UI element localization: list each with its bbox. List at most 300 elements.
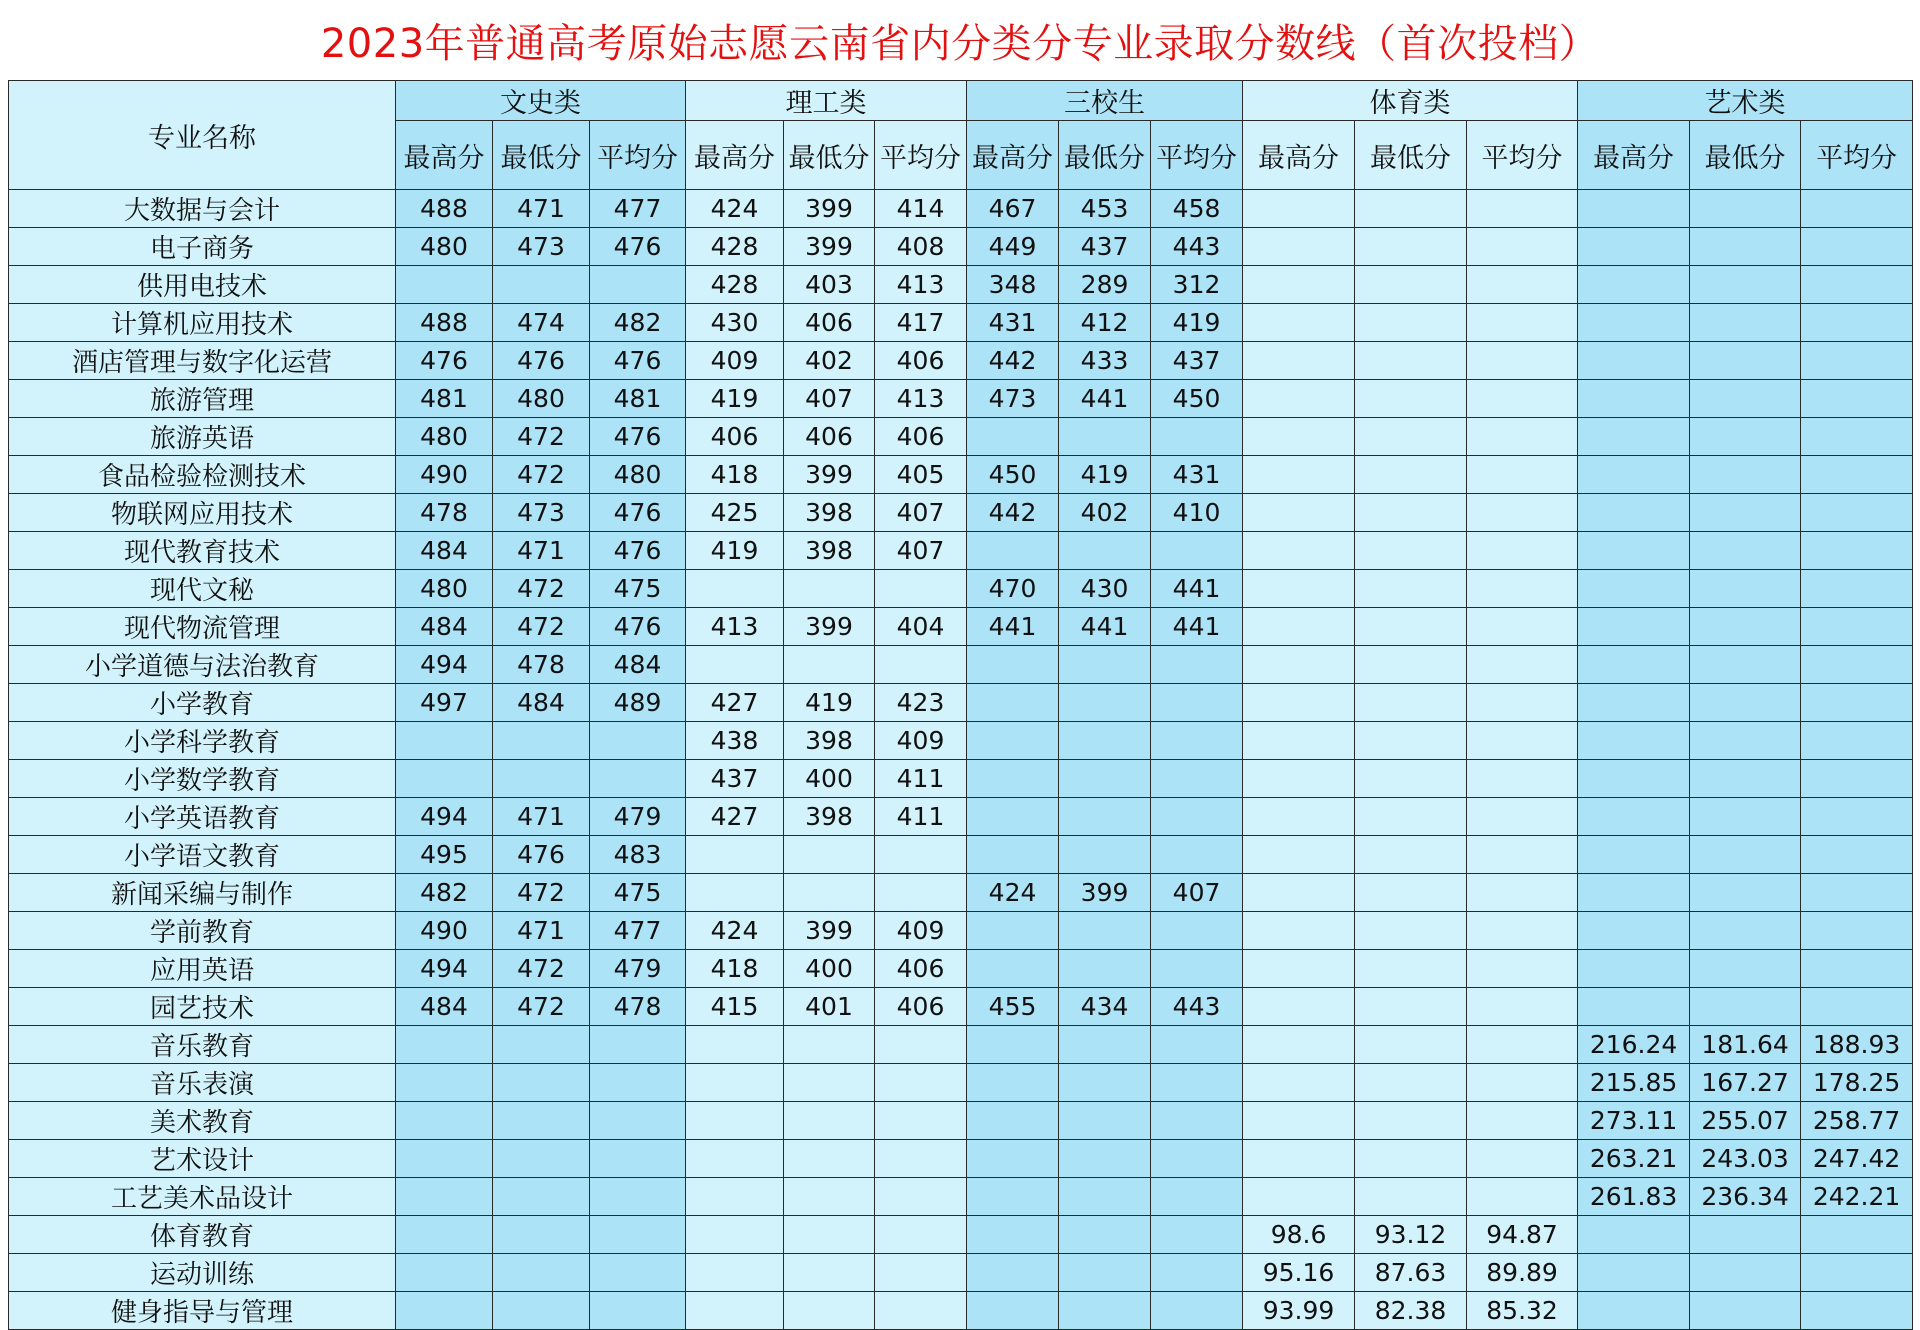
score-cell: 348 <box>967 266 1059 304</box>
score-cell <box>1243 532 1355 570</box>
score-cell: 441 <box>1151 570 1243 608</box>
score-cell: 400 <box>784 760 875 798</box>
score-cell <box>1801 1254 1913 1292</box>
score-cell <box>784 1026 875 1064</box>
table-row <box>9 646 1913 684</box>
score-cell: 488 <box>396 304 493 342</box>
score-cell: 406 <box>875 950 967 988</box>
score-cell <box>967 418 1059 456</box>
score-cell <box>1467 988 1578 1026</box>
major-name-cell: 小学教育 <box>9 684 396 722</box>
score-cell <box>1151 1140 1243 1178</box>
score-cell <box>686 1064 784 1102</box>
score-cell: 412 <box>1059 304 1151 342</box>
score-cell <box>396 1254 493 1292</box>
score-cell <box>784 1178 875 1216</box>
major-name-cell: 小学科学教育 <box>9 722 396 760</box>
group-header-ligong: 理工类 <box>686 81 967 121</box>
group-header-row <box>9 81 1913 121</box>
score-cell <box>1355 874 1467 912</box>
score-cell: 407 <box>875 494 967 532</box>
score-cell <box>1059 912 1151 950</box>
major-name-cell: 大数据与会计 <box>9 190 396 228</box>
score-cell <box>784 1216 875 1254</box>
score-cell: 484 <box>396 988 493 1026</box>
score-cell: 409 <box>686 342 784 380</box>
score-cell: 188.93 <box>1801 1026 1913 1064</box>
major-name-cell: 小学道德与法治教育 <box>9 646 396 684</box>
score-cell <box>1690 798 1801 836</box>
score-cell: 407 <box>875 532 967 570</box>
score-cell: 443 <box>1151 988 1243 1026</box>
major-name-cell: 小学语文教育 <box>9 836 396 874</box>
score-cell <box>1578 722 1690 760</box>
score-cell: 419 <box>1151 304 1243 342</box>
score-cell: 409 <box>875 912 967 950</box>
score-cell <box>875 1064 967 1102</box>
score-cell <box>1690 608 1801 646</box>
major-name-cell: 学前教育 <box>9 912 396 950</box>
score-cell <box>784 646 875 684</box>
score-cell <box>1151 1026 1243 1064</box>
score-cell <box>396 1140 493 1178</box>
score-cell: 401 <box>784 988 875 1026</box>
table-row <box>9 1292 1913 1330</box>
score-cell: 407 <box>784 380 875 418</box>
score-cell: 442 <box>967 342 1059 380</box>
score-cell <box>1355 1064 1467 1102</box>
score-cell: 398 <box>784 722 875 760</box>
score-cell <box>686 836 784 874</box>
score-cell <box>1690 1216 1801 1254</box>
score-cell <box>493 1178 590 1216</box>
score-cell <box>686 1102 784 1140</box>
score-cell <box>1690 228 1801 266</box>
score-cell: 93.12 <box>1355 1216 1467 1254</box>
score-cell <box>967 646 1059 684</box>
score-cell <box>1243 570 1355 608</box>
avg-score-header: 平均分 <box>590 121 686 190</box>
score-cell <box>967 1254 1059 1292</box>
score-cell <box>1151 1064 1243 1102</box>
score-cell: 399 <box>1059 874 1151 912</box>
score-cell: 417 <box>875 304 967 342</box>
score-cell <box>1243 988 1355 1026</box>
score-cell <box>967 950 1059 988</box>
major-name-cell: 应用英语 <box>9 950 396 988</box>
score-cell <box>784 874 875 912</box>
score-cell: 470 <box>967 570 1059 608</box>
min-score-header: 最低分 <box>1059 121 1151 190</box>
score-cell <box>1467 1102 1578 1140</box>
score-cell: 450 <box>967 456 1059 494</box>
group-header-wenshi: 文史类 <box>396 81 686 121</box>
score-cell <box>875 1254 967 1292</box>
max-score-header: 最高分 <box>396 121 493 190</box>
score-cell <box>1243 1178 1355 1216</box>
avg-score-header: 平均分 <box>1151 121 1243 190</box>
group-header-yishu: 艺术类 <box>1578 81 1913 121</box>
score-cell <box>1690 380 1801 418</box>
score-cell: 430 <box>1059 570 1151 608</box>
score-cell <box>1355 950 1467 988</box>
score-cell <box>396 1216 493 1254</box>
score-cell: 476 <box>590 228 686 266</box>
score-cell <box>784 836 875 874</box>
score-cell <box>1059 760 1151 798</box>
score-cell: 480 <box>396 570 493 608</box>
score-cell <box>1355 532 1467 570</box>
score-cell <box>1151 684 1243 722</box>
score-cell <box>1801 646 1913 684</box>
major-name-cell: 运动训练 <box>9 1254 396 1292</box>
score-cell: 471 <box>493 912 590 950</box>
score-cell: 494 <box>396 646 493 684</box>
score-cell <box>784 1140 875 1178</box>
score-cell <box>967 722 1059 760</box>
score-cell <box>1467 190 1578 228</box>
score-cell: 473 <box>967 380 1059 418</box>
score-cell: 408 <box>875 228 967 266</box>
score-cell <box>1467 456 1578 494</box>
score-cell <box>1151 798 1243 836</box>
score-cell <box>1151 1178 1243 1216</box>
score-cell: 419 <box>686 380 784 418</box>
table-row <box>9 912 1913 950</box>
table-row <box>9 456 1913 494</box>
score-cell: 399 <box>784 608 875 646</box>
score-cell <box>590 722 686 760</box>
score-cell: 425 <box>686 494 784 532</box>
major-name-cell: 健身指导与管理 <box>9 1292 396 1330</box>
score-cell <box>1059 1140 1151 1178</box>
score-cell <box>1578 988 1690 1026</box>
score-cell <box>1467 1178 1578 1216</box>
score-cell <box>590 1064 686 1102</box>
score-cell: 441 <box>1151 608 1243 646</box>
table-row <box>9 950 1913 988</box>
score-cell <box>967 532 1059 570</box>
score-cell <box>1355 722 1467 760</box>
score-cell <box>1467 684 1578 722</box>
score-cell: 441 <box>1059 608 1151 646</box>
score-cell: 473 <box>493 228 590 266</box>
score-cell: 95.16 <box>1243 1254 1355 1292</box>
score-cell <box>1467 342 1578 380</box>
table-row <box>9 1178 1913 1216</box>
score-cell <box>1801 494 1913 532</box>
score-cell <box>686 1292 784 1330</box>
score-cell: 472 <box>493 950 590 988</box>
score-cell: 247.42 <box>1801 1140 1913 1178</box>
score-cell: 427 <box>686 798 784 836</box>
score-cell <box>1355 418 1467 456</box>
score-cell <box>784 1292 875 1330</box>
score-cell <box>1801 418 1913 456</box>
score-cell: 476 <box>590 342 686 380</box>
score-cell <box>1690 1254 1801 1292</box>
score-cell <box>1801 874 1913 912</box>
score-cell: 399 <box>784 228 875 266</box>
score-cell <box>1467 380 1578 418</box>
score-cell <box>1151 950 1243 988</box>
min-score-header: 最低分 <box>1355 121 1467 190</box>
score-cell: 406 <box>784 418 875 456</box>
score-cell: 484 <box>493 684 590 722</box>
score-cell: 418 <box>686 456 784 494</box>
score-cell: 427 <box>686 684 784 722</box>
major-name-cell: 旅游英语 <box>9 418 396 456</box>
major-name-cell: 小学英语教育 <box>9 798 396 836</box>
score-cell <box>1151 722 1243 760</box>
score-cell: 475 <box>590 874 686 912</box>
score-cell <box>784 1064 875 1102</box>
score-cell <box>493 1216 590 1254</box>
score-cell <box>1801 266 1913 304</box>
score-cell <box>967 1178 1059 1216</box>
score-cell <box>967 684 1059 722</box>
score-cell <box>1801 722 1913 760</box>
major-name-cell: 艺术设计 <box>9 1140 396 1178</box>
score-cell <box>1243 266 1355 304</box>
score-cell <box>1690 456 1801 494</box>
table-row <box>9 1140 1913 1178</box>
max-score-header: 最高分 <box>967 121 1059 190</box>
major-name-header: 专业名称 <box>9 81 396 190</box>
score-cell <box>1151 836 1243 874</box>
score-cell: 480 <box>493 380 590 418</box>
score-cell <box>1243 418 1355 456</box>
score-cell <box>396 1178 493 1216</box>
score-cell: 236.34 <box>1690 1178 1801 1216</box>
score-cell: 481 <box>396 380 493 418</box>
score-cell <box>1467 494 1578 532</box>
score-cell <box>1243 1102 1355 1140</box>
score-cell: 85.32 <box>1467 1292 1578 1330</box>
min-score-header: 最低分 <box>1690 121 1801 190</box>
score-cell <box>1690 988 1801 1026</box>
score-cell: 478 <box>493 646 590 684</box>
score-cell: 89.89 <box>1467 1254 1578 1292</box>
score-cell <box>590 760 686 798</box>
score-cell: 413 <box>686 608 784 646</box>
score-cell <box>590 1292 686 1330</box>
score-cell <box>1690 836 1801 874</box>
table-row <box>9 342 1913 380</box>
score-cell <box>396 266 493 304</box>
score-cell: 476 <box>396 342 493 380</box>
score-cell: 402 <box>1059 494 1151 532</box>
score-cell: 402 <box>784 342 875 380</box>
score-cell <box>1243 912 1355 950</box>
major-name-cell: 现代教育技术 <box>9 532 396 570</box>
score-cell: 471 <box>493 798 590 836</box>
score-cell <box>1355 836 1467 874</box>
score-cell <box>1801 798 1913 836</box>
score-cell <box>1355 912 1467 950</box>
major-name-cell: 计算机应用技术 <box>9 304 396 342</box>
score-cell <box>1467 1026 1578 1064</box>
score-cell: 181.64 <box>1690 1026 1801 1064</box>
score-cell <box>1151 1292 1243 1330</box>
score-cell <box>1467 418 1578 456</box>
major-name-cell: 现代文秘 <box>9 570 396 608</box>
score-cell <box>1059 646 1151 684</box>
score-cell: 406 <box>784 304 875 342</box>
score-cell <box>1467 228 1578 266</box>
score-cell <box>1355 608 1467 646</box>
table-row <box>9 1064 1913 1102</box>
score-cell: 472 <box>493 988 590 1026</box>
score-cell <box>1467 1064 1578 1102</box>
score-cell: 478 <box>590 988 686 1026</box>
score-cell <box>1467 570 1578 608</box>
score-cell: 178.25 <box>1801 1064 1913 1102</box>
score-cell <box>1690 570 1801 608</box>
score-cell <box>1243 836 1355 874</box>
score-cell: 467 <box>967 190 1059 228</box>
table-row <box>9 418 1913 456</box>
score-cell: 243.03 <box>1690 1140 1801 1178</box>
score-cell <box>1243 874 1355 912</box>
score-cell: 419 <box>1059 456 1151 494</box>
score-cell: 495 <box>396 836 493 874</box>
score-cell: 431 <box>967 304 1059 342</box>
score-cell <box>1467 646 1578 684</box>
score-cell <box>1690 532 1801 570</box>
score-cell: 399 <box>784 190 875 228</box>
score-cell <box>1578 304 1690 342</box>
score-cell <box>1690 684 1801 722</box>
score-cell: 406 <box>875 418 967 456</box>
score-cell <box>1059 1254 1151 1292</box>
score-cell <box>1355 266 1467 304</box>
score-cell: 82.38 <box>1355 1292 1467 1330</box>
max-score-header: 最高分 <box>1578 121 1690 190</box>
score-cell <box>493 266 590 304</box>
score-cell <box>1243 380 1355 418</box>
score-cell: 406 <box>875 988 967 1026</box>
major-name-cell: 旅游管理 <box>9 380 396 418</box>
score-cell: 441 <box>1059 380 1151 418</box>
score-cell: 484 <box>396 532 493 570</box>
score-cell <box>396 1292 493 1330</box>
min-score-header: 最低分 <box>493 121 590 190</box>
score-cell: 404 <box>875 608 967 646</box>
score-cell <box>1243 456 1355 494</box>
score-cell <box>1243 228 1355 266</box>
table-row <box>9 874 1913 912</box>
score-cell <box>493 1292 590 1330</box>
score-cell <box>686 1216 784 1254</box>
score-cell: 488 <box>396 190 493 228</box>
table-row <box>9 836 1913 874</box>
score-cell <box>1690 950 1801 988</box>
score-cell <box>1243 494 1355 532</box>
score-cell <box>686 1026 784 1064</box>
score-cell: 479 <box>590 950 686 988</box>
score-cell <box>1578 1216 1690 1254</box>
score-cell <box>1801 760 1913 798</box>
score-cell: 406 <box>875 342 967 380</box>
score-cell <box>1578 456 1690 494</box>
score-cell <box>784 1254 875 1292</box>
score-cell: 419 <box>784 684 875 722</box>
score-cell <box>396 1102 493 1140</box>
score-cell: 479 <box>590 798 686 836</box>
score-cell <box>967 836 1059 874</box>
score-cell <box>1355 988 1467 1026</box>
score-cell <box>875 874 967 912</box>
score-cell <box>875 646 967 684</box>
score-cell: 490 <box>396 456 493 494</box>
score-cell <box>1801 950 1913 988</box>
score-cell: 255.07 <box>1690 1102 1801 1140</box>
score-cell: 263.21 <box>1578 1140 1690 1178</box>
score-cell: 455 <box>967 988 1059 1026</box>
score-cell <box>686 646 784 684</box>
score-cell <box>784 1102 875 1140</box>
score-cell: 438 <box>686 722 784 760</box>
score-cell <box>1801 1216 1913 1254</box>
score-cell <box>1467 608 1578 646</box>
score-cell <box>1355 1140 1467 1178</box>
table-row <box>9 532 1913 570</box>
score-cell <box>1467 912 1578 950</box>
score-cell <box>686 1254 784 1292</box>
score-cell <box>493 1254 590 1292</box>
score-cell <box>493 1064 590 1102</box>
major-name-cell: 酒店管理与数字化运营 <box>9 342 396 380</box>
score-cell <box>967 1064 1059 1102</box>
table-row <box>9 494 1913 532</box>
score-cell: 405 <box>875 456 967 494</box>
score-cell: 477 <box>590 912 686 950</box>
score-cell: 216.24 <box>1578 1026 1690 1064</box>
score-cell: 433 <box>1059 342 1151 380</box>
score-cell <box>1690 1292 1801 1330</box>
score-cell <box>396 1026 493 1064</box>
table-row <box>9 1216 1913 1254</box>
score-cell: 480 <box>396 418 493 456</box>
major-name-cell: 音乐表演 <box>9 1064 396 1102</box>
score-cell <box>1243 304 1355 342</box>
score-cell <box>1578 836 1690 874</box>
score-cell: 413 <box>875 266 967 304</box>
score-cell <box>1578 228 1690 266</box>
score-cell: 441 <box>967 608 1059 646</box>
score-cell <box>1355 456 1467 494</box>
score-cell <box>1355 1026 1467 1064</box>
score-cell <box>590 1026 686 1064</box>
score-cell: 483 <box>590 836 686 874</box>
score-cell: 471 <box>493 190 590 228</box>
score-cell: 430 <box>686 304 784 342</box>
table-row <box>9 570 1913 608</box>
score-cell: 431 <box>1151 456 1243 494</box>
score-cell <box>1467 874 1578 912</box>
score-cell <box>784 570 875 608</box>
score-cell <box>1355 1102 1467 1140</box>
score-cell: 489 <box>590 684 686 722</box>
score-cell <box>967 912 1059 950</box>
score-cell <box>1690 722 1801 760</box>
score-cell <box>493 1102 590 1140</box>
score-cell <box>1151 760 1243 798</box>
score-cell <box>1801 912 1913 950</box>
score-cell <box>1801 456 1913 494</box>
avg-score-header: 平均分 <box>1801 121 1913 190</box>
